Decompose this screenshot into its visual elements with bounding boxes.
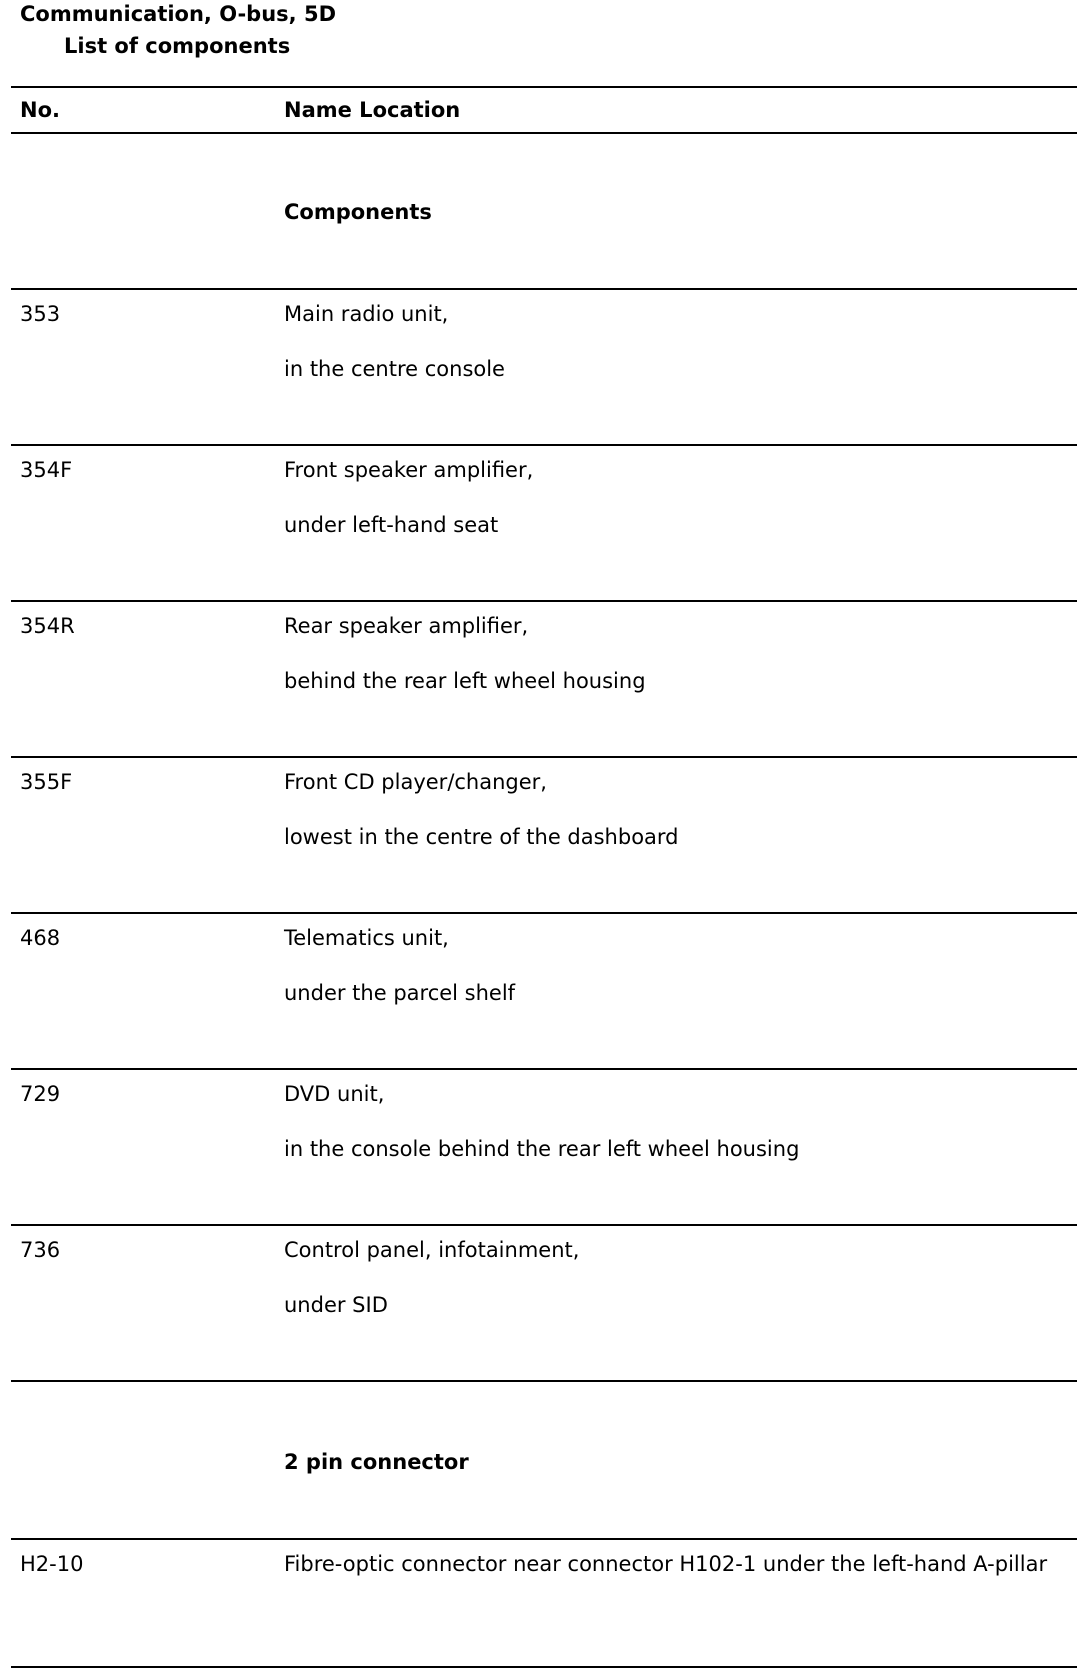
row-name: Fibre-optic connector near connector H102-1 under the left-hand A-pillar xyxy=(284,1552,1048,1576)
row-name: DVD unit, xyxy=(284,1082,385,1106)
row-no: 354F xyxy=(20,458,73,482)
section-heading-components: Components xyxy=(284,200,432,224)
header-bottom-rule xyxy=(11,132,1077,134)
row-no: 729 xyxy=(20,1082,61,1106)
table-bottom-rule xyxy=(11,1666,1077,1668)
row-name: Telematics unit, xyxy=(284,926,449,950)
row-location: in the centre console xyxy=(284,357,505,381)
row-location: under left-hand seat xyxy=(284,513,499,537)
row-location: behind the rear left wheel housing xyxy=(284,669,646,693)
divider-row-5 xyxy=(11,912,1077,914)
row-no: 354R xyxy=(20,614,75,638)
row-location: under the parcel shelf xyxy=(284,981,516,1005)
row-location: under SID xyxy=(284,1293,388,1317)
divider-row-6 xyxy=(11,1068,1077,1070)
row-no: 355F xyxy=(20,770,73,794)
header-name-location: Name Location xyxy=(284,98,461,122)
header-no: No. xyxy=(20,98,60,122)
row-name: Rear speaker amplifier, xyxy=(284,614,529,638)
row-location: lowest in the centre of the dashboard xyxy=(284,825,679,849)
section-heading-2-pin-connector: 2 pin connector xyxy=(284,1450,469,1474)
row-no: 468 xyxy=(20,926,61,950)
table-top-rule xyxy=(11,86,1077,88)
divider-row-1 xyxy=(11,288,1077,290)
row-name: Front CD player/changer, xyxy=(284,770,547,794)
row-name: Front speaker amplifier, xyxy=(284,458,534,482)
page-subtitle: List of components xyxy=(64,34,291,58)
section-divider xyxy=(11,1380,1077,1382)
divider-row-3 xyxy=(11,600,1077,602)
divider-row-4 xyxy=(11,756,1077,758)
row-no: 736 xyxy=(20,1238,61,1262)
divider-row-8 xyxy=(11,1538,1077,1540)
page-title: Communication, O-bus, 5D xyxy=(20,2,336,26)
row-no: 353 xyxy=(20,302,61,326)
row-name: Main radio unit, xyxy=(284,302,449,326)
row-name: Control panel, infotainment, xyxy=(284,1238,580,1262)
divider-row-7 xyxy=(11,1224,1077,1226)
row-no: H2-10 xyxy=(20,1552,84,1576)
divider-row-2 xyxy=(11,444,1077,446)
row-location: in the console behind the rear left wheel housing xyxy=(284,1137,800,1161)
